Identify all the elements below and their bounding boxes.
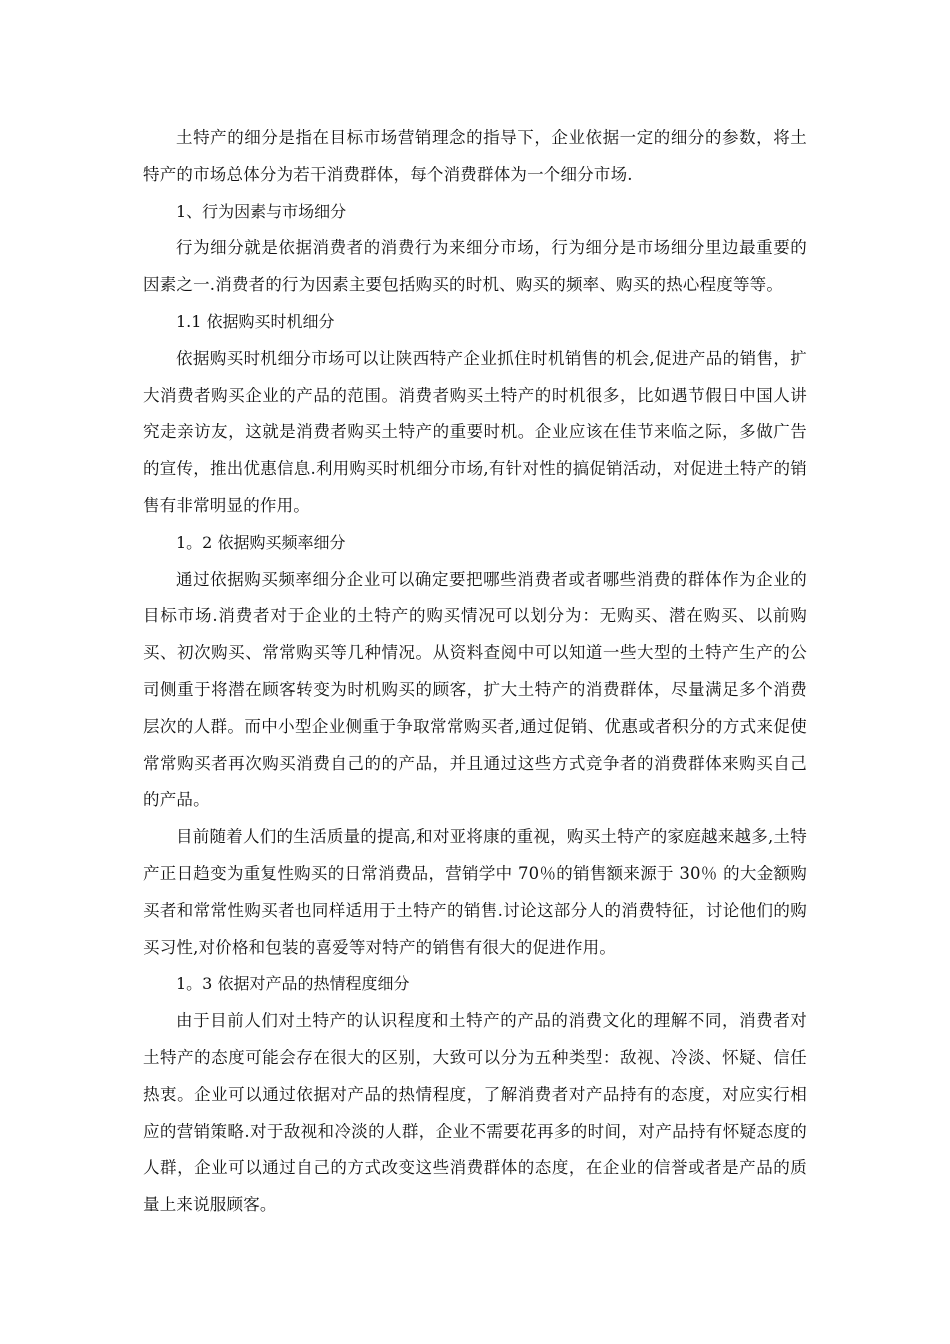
paragraph: 依据购买时机细分市场可以让陕西特产企业抓住时机销售的机会,促进产品的销售，扩大消费者购买企业的产品的范围。消费者购买土特产的时机很多，比如遇节假日中国人讲究走亲访友，这就是消费者购买土特产的重要时机。企业应该在佳节来临之际，多做广告的宣传，推出优惠信息.利用购买时机细分市场,有针对性的搞促销活动，对促进土特产的销售有非常明显的作用。 (143, 348, 807, 515)
paragraph: 通过依据购买频率细分企业可以确定要把哪些消费者或者哪些消费的群体作为企业的目标市场.消费者对于企业的土特产的购买情况可以划分为：无购买、潜在购买、以前购买、初次购买、常常购买等几种情况。从资料查阅中可以知道一些大型的土特产生产的公司侧重于将潜在顾客转变为时机购买的顾客，扩大土特产的消费群体，尽量满足多个消费层次的人群。而中小型企业侧重于争取常常购买者,通过促销、优惠或者积分的方式来促使常常购买者再次购买消费自己的的产品，并且通过这些方式竞争者的消费群体来购买自己的产品。 (143, 569, 807, 810)
paragraph: 由于目前人们对土特产的认识程度和土特产的产品的消费文化的理解不同，消费者对土特产的态度可能会存在很大的区别，大致可以分为五种类型：敌视、冷淡、怀疑、信任热衷。企业可以通过依据对产品的热情程度，了解消费者对产品持有的态度，对应实行相应的营销策略.对于敌视和冷淡的人群，企业不需要花再多的时间，对产品持有怀疑态度的人群，企业可以通过自己的方式改变这些消费群体的态度，在企业的信誉或者是产品的质量上来说服顾客。 (143, 1011, 807, 1215)
subsection-heading: 1.1 依据购买时机细分 (176, 311, 335, 331)
subsection-heading: 1。2 依据购买频率细分 (176, 532, 346, 552)
paragraph: 土特产的细分是指在目标市场营销理念的指导下，企业依据一定的细分的参数，将土特产的市场总体分为若干消费群体，每个消费群体为一个细分市场. (143, 128, 807, 184)
subsection-heading: 1。3 依据对产品的热情程度细分 (176, 974, 410, 994)
paragraph: 目前随着人们的生活质量的提高,和对亚将康的重视，购买土特产的家庭越来越多,土特产正日趋变为重复性购买的日常消费品，营销学中 70％的销售额来源于 30％ 的大金额购买者和常常性购买者也同样适用于土特产的销售.讨论这部分人的消费特征，讨论他们的购买习性,对价格和包装的喜爱等对特产的销售有很大的促进作用。 (143, 827, 807, 957)
section-heading: 1、行为因素与市场细分 (176, 201, 347, 221)
paragraph: 行为细分就是依据消费者的消费行为来细分市场，行为细分是市场细分里边最重要的因素之一.消费者的行为因素主要包括购买的时机、购买的频率、购买的热心程度等等。 (143, 238, 807, 295)
document-page (143, 120, 807, 1224)
